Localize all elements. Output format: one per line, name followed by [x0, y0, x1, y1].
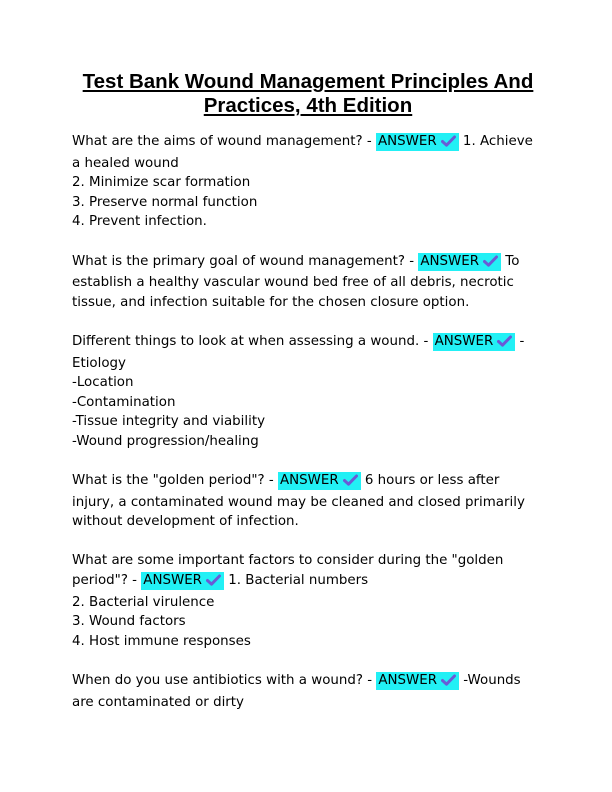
question-text: What is the primary goal of wound management? -: [72, 253, 419, 269]
document-title: [72, 70, 544, 118]
answer-badge: [278, 472, 361, 490]
answer-text: -Wounds are contaminated or dirty: [72, 673, 521, 710]
question-text: What are some important factors to consider during the "golden period"? -: [72, 553, 504, 589]
answer-badge: [376, 672, 459, 690]
answer-badge: [433, 333, 516, 351]
answer-label: ANSWER: [377, 134, 437, 149]
answer-text: 6 hours or less after injury, a contaminated wound may be cleaned and closed primarily without development of infection.: [72, 473, 525, 530]
question-text: What are the aims of wound management? -: [72, 134, 376, 149]
checkmark-icon: [441, 134, 456, 154]
question-text: Different things to look at when assessing a wound. -: [72, 333, 433, 349]
answer-line: -Contamination: [72, 394, 176, 410]
answer-badge: [418, 253, 501, 271]
title-line-1: Test Bank Wound Management Principles And: [82, 70, 534, 93]
answer-line: -Wound progression/healing: [72, 433, 259, 449]
answer-text: -Etiology: [72, 333, 525, 371]
checkmark-icon: [483, 254, 498, 274]
checkmark-icon: [497, 334, 512, 354]
question-text: When do you use antibiotics with a wound? -: [72, 673, 377, 689]
qa-entry: [72, 132, 544, 232]
answer-text: 1. Bacterial numbers: [223, 573, 369, 589]
answer-line: 4. Prevent infection.: [72, 214, 207, 230]
qa-entry: [72, 471, 544, 532]
answer-label: ANSWER: [434, 333, 494, 349]
qa-entry: [72, 332, 544, 452]
checkmark-icon: [206, 573, 221, 593]
qa-list: [72, 132, 544, 712]
answer-badge: [141, 572, 224, 590]
answer-label: ANSWER: [420, 253, 480, 269]
answer-line: -Tissue integrity and viability: [72, 414, 266, 430]
qa-entry: [72, 551, 544, 651]
answer-line: 3. Preserve normal function: [72, 194, 258, 210]
answer-label: ANSWER: [143, 573, 202, 589]
answer-text: To establish a healthy vascular wound bed free of all debris, necrotic tissue, and infection suitable for the chosen closure option.: [72, 253, 520, 310]
answer-label: ANSWER: [378, 673, 438, 689]
question-text: What is the "golden period"? -: [72, 473, 278, 489]
answer-line: 3. Wound factors: [72, 614, 186, 630]
checkmark-icon: [441, 673, 456, 693]
answer-label: ANSWER: [279, 473, 339, 489]
answer-line: 2. Bacterial virulence: [72, 594, 215, 610]
title-line-2: Practices, 4th Edition: [203, 94, 413, 117]
answer-text: 1. Achieve a healed wound: [72, 134, 533, 171]
checkmark-icon: [343, 473, 358, 493]
answer-line: -Location: [72, 375, 134, 391]
answer-line: 2. Minimize scar formation: [72, 175, 251, 191]
qa-entry: [72, 671, 544, 712]
answer-badge: [376, 133, 459, 151]
qa-entry: [72, 252, 544, 313]
answer-line: 4. Host immune responses: [72, 633, 251, 649]
